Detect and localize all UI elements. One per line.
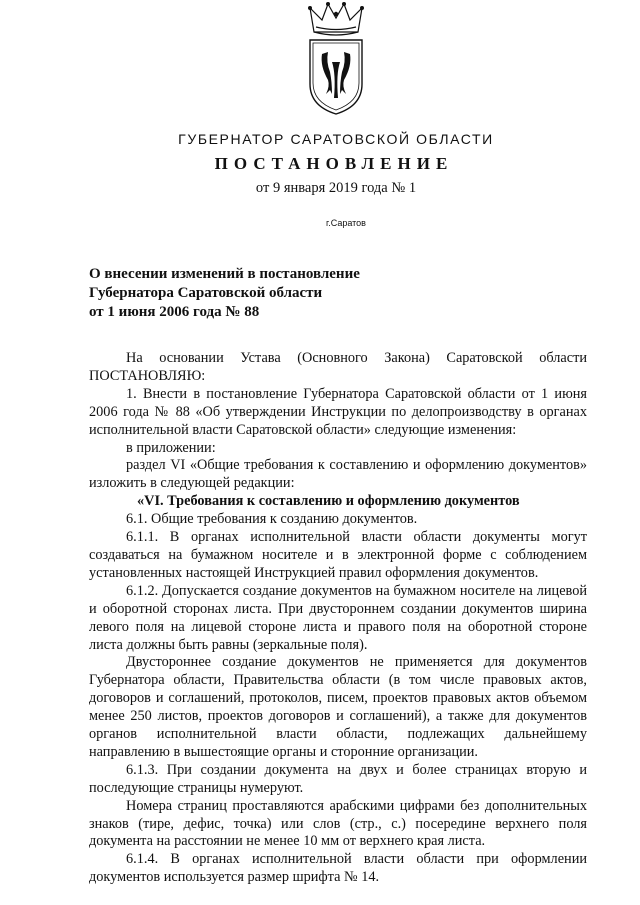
- coat-of-arms-icon: [300, 2, 372, 118]
- paragraph-item-1: 1. Внести в постановление Губернатора Саратовской области от 1 июня 2006 года № 88 «Об утверждении Инструкции по делопроизводству в органах исполнительной власти Саратовской области» следующие изменения:: [89, 385, 587, 438]
- section-title: «VI. Требования к составлению и оформлению документов: [137, 493, 520, 510]
- paragraph-6-1-4: 6.1.4. В органах исполнительной власти области при оформлении документов используется размер шрифта № 14.: [89, 851, 587, 886]
- paragraph-6-1: 6.1. Общие требования к созданию документов.: [126, 511, 418, 528]
- issuing-authority: ГУБЕРНАТОР САРАТОВСКОЙ ОБЛАСТИ: [178, 131, 494, 147]
- paragraph-6-1-3: 6.1.3. При создании документа на двух и более страницах вторую и последующие страницы нумеруют.: [89, 761, 587, 796]
- paragraph-double-sided: Двустороннее создание документов не применяется для документов Губернатора области, Правительства области (в том числе правовых актов, договоров и соглашений, протоколов, писем, проектов правовых актов объемом менее 250 листов, проектов договоров и соглашений), а также для документов органов исполнительной власти области, подлежащих дальнейшему направлению в вышестоящие органы и сторонние организации.: [89, 654, 587, 760]
- subject-line: О внесении изменений в постановление: [89, 266, 360, 282]
- subject-line: Губернатора Саратовской области: [89, 285, 323, 301]
- preamble-line: На основании Устава (Основного Закона) Саратовской области: [126, 350, 587, 366]
- paragraph-6-1-1: 6.1.1. В органах исполнительной власти области документы могут создаваться на бумажном носителе и в электронной форме с соблюдением установленных настоящей Инструкцией правил оформления документов.: [89, 529, 587, 581]
- issue-city: г.Саратов: [326, 218, 366, 228]
- paragraph-in-annex: в приложении:: [126, 439, 216, 456]
- paragraph-6-1-2: 6.1.2. Допускается создание документов на бумажном носителе на лицевой и оборотной сторонах листа. При двустороннем создании документов ширина левого поля на лицевой стороне листа и правого поля на оборотной стороне листа должны быть равны (зеркальные поля).: [89, 582, 587, 653]
- paragraph-section-change: раздел VI «Общие требования к составлению и оформлению документов» изложить в следующей редакции:: [89, 457, 587, 492]
- preamble-decree: ПОСТАНОВЛЯЮ:: [89, 367, 206, 384]
- paragraph-page-numbers: Номера страниц проставляются арабскими цифрами без дополнительных знаков (тире, дефис, точка) или слов (стр., с.) посередине верхнего поля документа на расстоянии не менее 10 мм от верхнего края листа.: [89, 797, 587, 850]
- document-subject: [89, 265, 449, 322]
- document-type: ПОСТАНОВЛЕНИЕ: [214, 154, 454, 173]
- document-date-number: от 9 января 2019 года № 1: [255, 180, 417, 196]
- subject-line: от 1 июня 2006 года № 88: [89, 304, 260, 320]
- document-body: [89, 350, 587, 887]
